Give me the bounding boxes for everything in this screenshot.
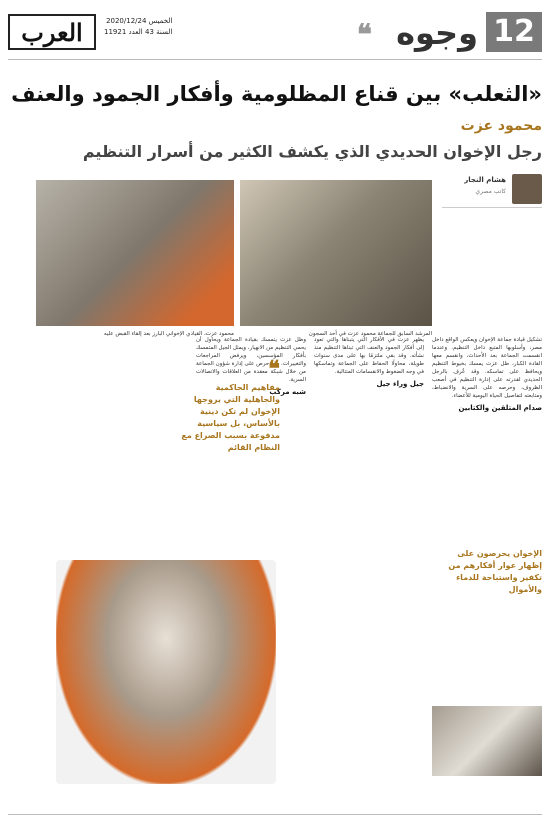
masthead — [8, 8, 542, 60]
photo-court — [432, 706, 542, 776]
author-name: هشام النجار — [464, 176, 506, 184]
headline: «الثعلب» بين قناع المظلومية وأفكار الجمود والعنف — [11, 82, 542, 106]
pull-quote — [436, 548, 542, 596]
newspaper-logo: العرب — [8, 14, 96, 50]
quote-mark-icon: ❝ — [356, 18, 372, 51]
body-text: وظل عزت يتمسك بقيادة الجماعة ويحاول أن يحمي التنظيم من الانهيار، ويمثل الجيل المتمسك بأفكار المؤسسين، ويرفض المراجعات والتغييرات. وقد حرص على إدارة شؤون الجماعة من خلال شبكة معقدة من العلاقات والاتصالات السرية. — [196, 337, 306, 383]
pull-quote-text: مفاهيم الحاكمية والجاهلية التي يروجها الإخوان لم تكن دينية بالأساس، بل سياسية مدفوعة بسبب الصراع مع النظام القائم — [181, 383, 280, 452]
body-text: تشكيل قيادة جماعة الإخوان ويعكس الواقع داخل مصر، وأسلوبها المتبع داخل التنظيم. وعندما انقسمت الجماعة بعد الأحداث، وانقسم معها القادة الكبار، ظل عزت يمسك بخيوط التنظيم ويحافظ على تماسكه. وقد عُرف بالرجل الحديدي لقدرته على إدارة التنظيم في أصعب الظروف، وحرصه على السرية والانضباط، ومتابعته لتفاصيل الحياة اليومية للأعضاء. — [432, 337, 542, 399]
author-role: كاتب مصري — [475, 188, 506, 195]
caption-photo-1: المرشد السابق للجماعة محمود عزت في أحد السجون — [308, 331, 432, 337]
body-column-mid — [314, 336, 424, 797]
section-heading: صدام المتلقين والكتابين — [458, 404, 542, 412]
issue-date: الخميس 2020/12/24 — [106, 17, 173, 25]
issue-number: السنة 43 العدد 11921 — [104, 28, 173, 36]
caption-photo-2: محمود عزت، القيادي الإخواني البارز بعد إلقاء القبض عليه — [103, 331, 234, 337]
section-title: وجوه — [396, 14, 478, 52]
section-heading: شبه مركب — [269, 388, 306, 396]
page-footer-rule — [8, 814, 542, 815]
caricature-illustration — [56, 560, 276, 784]
author-box — [442, 172, 542, 208]
photo-prison — [240, 180, 432, 326]
quote-mark-icon: ❝ — [268, 356, 280, 382]
subheadline: رجل الإخوان الحديدي الذي يكشف الكثير من أسرار التنظيم — [82, 142, 542, 161]
author-avatar — [512, 174, 542, 204]
body-text: يظهر عزت في الأفكار التي يتبناها والتي تعود إلى أفكار الجمود والعنف التي تبناها التنظيم منذ نشأته. وقد بقي ملتزمًا بها على مدى سنوات طويلة، محاولًا الحفاظ على الجماعة وتماسكها في وجه الضغوط والانقسامات المتتالية. — [314, 337, 424, 375]
page-number: 12 — [486, 12, 542, 52]
pull-quote — [180, 356, 280, 454]
section-heading: جيل وراء جيل — [376, 380, 424, 388]
issue-info — [104, 16, 172, 38]
photo-portrait — [36, 180, 234, 326]
pull-quote-text: الإخوان يحرصون على إظهار عوار أفكارهم من تكفير واستباحة للدماء والأموال — [448, 549, 542, 594]
byline: محمود عزت — [460, 118, 542, 134]
